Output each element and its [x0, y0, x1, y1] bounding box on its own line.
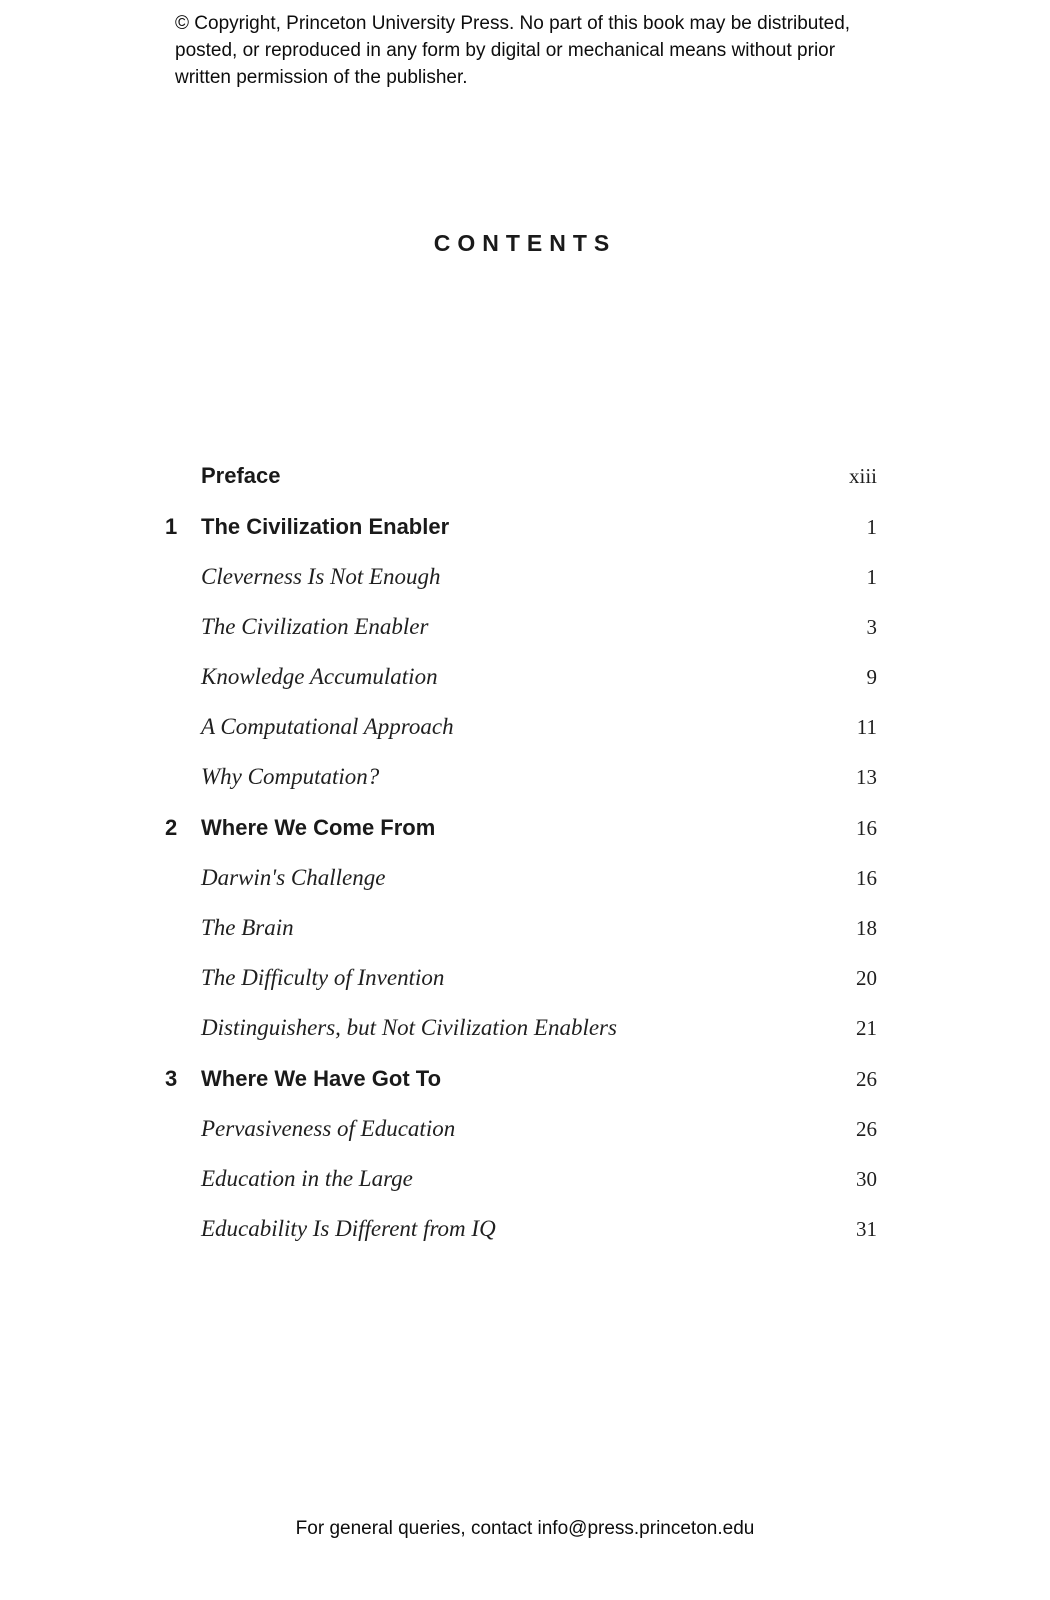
page-number: 1: [866, 515, 877, 539]
toc-row-section: [165, 761, 877, 793]
page-number: 9: [866, 665, 877, 689]
toc-row-chapter: [165, 812, 877, 844]
chapter-title: The Civilization Enabler: [201, 514, 450, 539]
toc-row-section: [165, 561, 877, 593]
page-number: 16: [856, 816, 877, 840]
chapter-number: 1: [165, 514, 178, 539]
footer-text: For general queries, contact info@press.princeton.edu: [295, 1518, 755, 1539]
section-title: Education in the Large: [201, 1166, 413, 1191]
page-title: CONTENTS: [433, 230, 617, 256]
page-number: xiii: [848, 464, 877, 488]
page-number: 11: [856, 715, 877, 739]
section-title: Why Computation?: [201, 764, 380, 789]
toc-row-section: [165, 1012, 877, 1044]
section-title: A Computational Approach: [201, 714, 454, 739]
page-number: 26: [856, 1067, 877, 1091]
toc-row-section: [165, 1163, 877, 1195]
chapter-title: Where We Come From: [201, 815, 436, 840]
section-title: The Brain: [201, 915, 294, 940]
toc-row-section: [165, 1113, 877, 1145]
chapter-number: 3: [165, 1066, 178, 1091]
section-title: The Civilization Enabler: [201, 614, 429, 639]
copyright-notice: © Copyright, Princeton University Press. No part of this book may be distributed, posted, or reproduced in any form by digital or mechanical means without prior written permission of the publisher.: [175, 13, 851, 88]
page-number: 31: [856, 1217, 877, 1241]
chapter-title: Where We Have Got To: [201, 1066, 442, 1091]
section-title: Distinguishers, but Not Civilization Enablers: [201, 1015, 617, 1040]
toc-row-section: [165, 711, 877, 743]
toc-row-preface: [165, 460, 877, 492]
page-number: 20: [856, 966, 877, 990]
section-title: Educability Is Different from IQ: [201, 1216, 496, 1241]
toc-row-chapter: [165, 511, 877, 543]
preface-label: Preface: [201, 463, 281, 488]
toc-row-section: [165, 1213, 877, 1245]
table-of-contents: [165, 460, 877, 1263]
section-title: Pervasiveness of Education: [201, 1116, 456, 1141]
page-number: 3: [866, 615, 877, 639]
page-number: 16: [856, 866, 877, 890]
section-title: The Difficulty of Invention: [201, 965, 445, 990]
section-title: Knowledge Accumulation: [201, 664, 438, 689]
toc-row-section: [165, 661, 877, 693]
page-number: 13: [856, 765, 877, 789]
section-title: Darwin's Challenge: [201, 865, 386, 890]
toc-row-section: [165, 862, 877, 894]
page-number: 26: [856, 1117, 877, 1141]
section-title: Cleverness Is Not Enough: [201, 564, 441, 589]
toc-row-chapter: [165, 1063, 877, 1095]
page-number: 1: [866, 565, 877, 589]
page-number: 21: [856, 1016, 877, 1040]
toc-row-section: [165, 962, 877, 994]
toc-row-section: [165, 912, 877, 944]
page-number: 18: [856, 916, 877, 940]
chapter-number: 2: [165, 815, 178, 840]
page-number: 30: [856, 1167, 877, 1191]
toc-row-section: [165, 611, 877, 643]
